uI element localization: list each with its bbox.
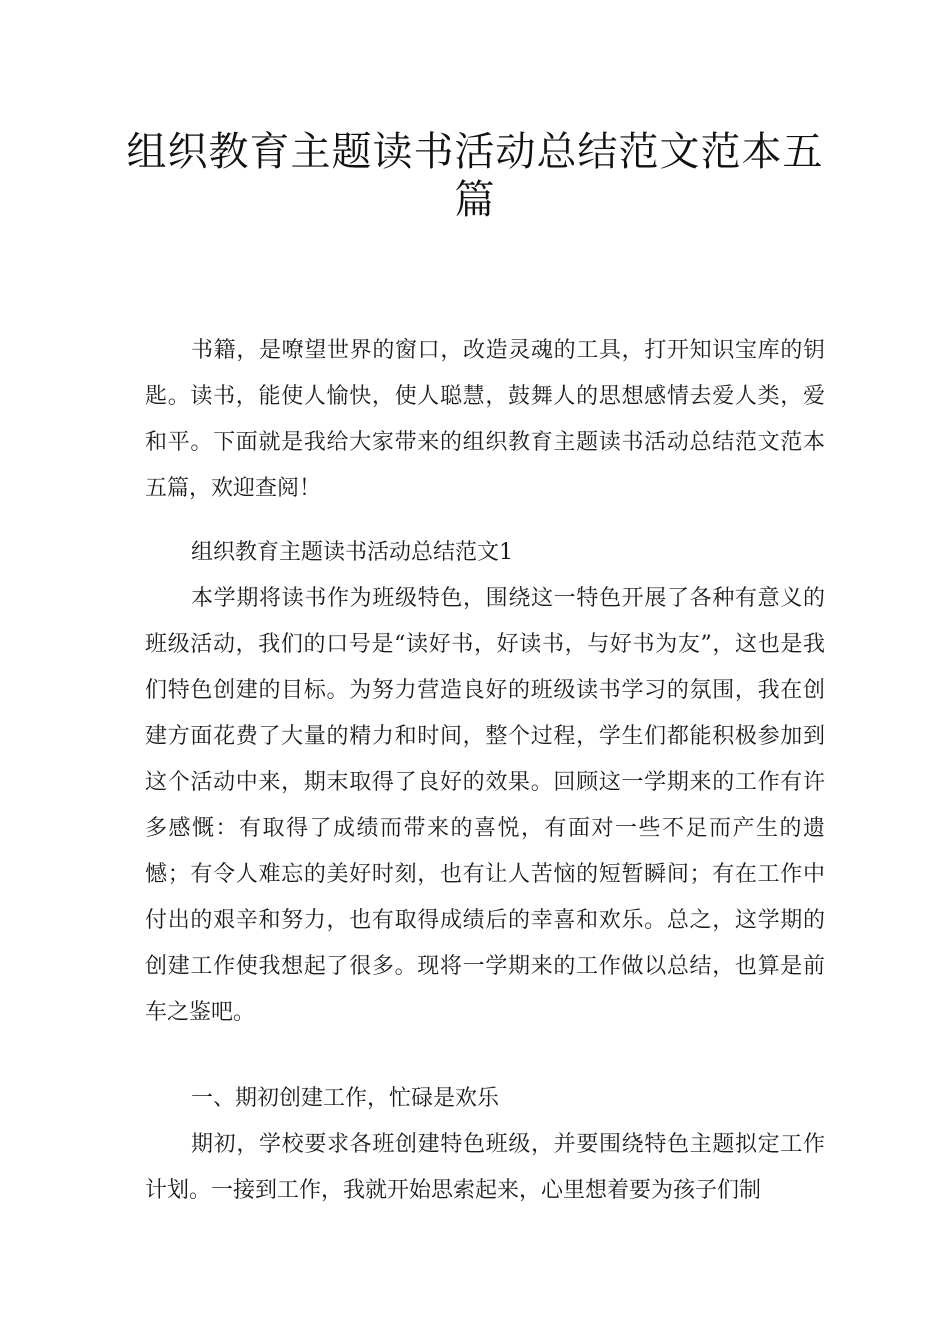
document-title: 组织教育主题读书活动总结范文范本五篇 [126, 129, 824, 223]
intro-paragraph: 书籍，是嘹望世界的窗口，改造灵魂的工具，打开知识宝库的钥匙。读书，能使人愉快，使人聪慧，鼓舞人的思想感情去爱人类，爱和平。下面就是我给大家带来的组织教育主题读书活动总结范文范本五篇，欢迎查阅！ [145, 338, 825, 501]
body-paragraph-continued: 期初，学校要求各班创建特色班级，并要围绕特色主题拟定工作计划。一接到工作，我就开始思索起来，心里想着要为孩子们制 [145, 1132, 825, 1203]
section-heading-sample-1: 组织教育主题读书活动总结范文1 [191, 540, 513, 565]
body-paragraph: 本学期将读书作为班级特色，围绕这一特色开展了各种有意义的班级活动，我们的口号是“读好书，好读书，与好书为友”，这也是我们特色创建的目标。为努力营造良好的班级读书学习的氛围，我在创建方面花费了大量的精力和时间，整个过程，学生们都能积极参加到这个活动中来，期末取得了良好的效果。回顾这一学期来的工作有许多感慨：有取得了成绩而带来的喜悦，有面对一些不足而产生的遗憾；有令人难忘的美好时刻，也有让人苦恼的短暂瞬间；有在工作中付出的艰辛和努力，也有取得成绩后的幸喜和欢乐。总之，这学期的创建工作使我想起了很多。现将一学期来的工作做以总结，也算是前车之鉴吧。 [145, 586, 825, 1025]
section-heading-part-1: 一、期初创建工作，忙碌是欢乐 [191, 1086, 500, 1111]
